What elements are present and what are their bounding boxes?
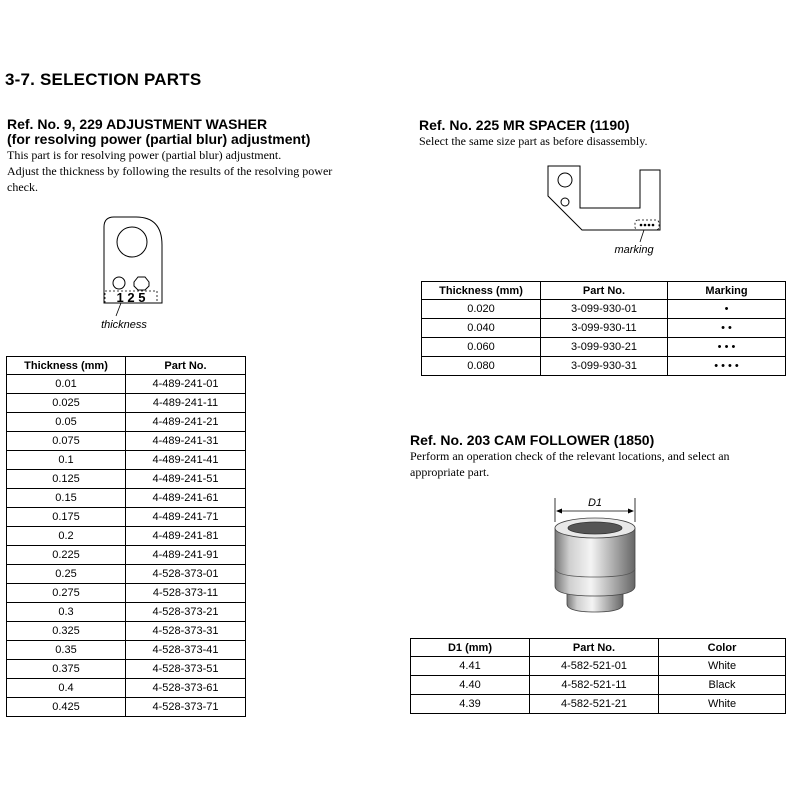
table-cell: 0.075 [7, 432, 126, 451]
table-cell: 3-099-930-11 [541, 319, 668, 338]
table-cell: 0.35 [7, 641, 126, 660]
table-cell: 0.275 [7, 584, 126, 603]
table-cell: 4-528-373-51 [126, 660, 246, 679]
table-row [7, 565, 246, 584]
table-cell: 4-528-373-61 [126, 679, 246, 698]
cam-follower-diagram [540, 490, 650, 620]
table-row [7, 470, 246, 489]
table-cell: 0.175 [7, 508, 126, 527]
spacer-table [421, 281, 786, 376]
table-cell: 4-489-241-71 [126, 508, 246, 527]
table-row [422, 338, 786, 357]
table-cell: 0.425 [7, 698, 126, 717]
table-cell: 3-099-930-31 [541, 357, 668, 376]
spacer-header-part-no: Part No. [541, 282, 668, 300]
table-row [422, 357, 786, 376]
table-cell: 4-528-373-41 [126, 641, 246, 660]
table-cell: 4-528-373-31 [126, 622, 246, 641]
table-cell: 4-489-241-01 [126, 375, 246, 394]
table-cell: 4-489-241-81 [126, 527, 246, 546]
table-row [7, 527, 246, 546]
washer-section [7, 117, 397, 195]
spacer-diagram [540, 160, 670, 260]
table-cell: 0.01 [7, 375, 126, 394]
table-cell: 4-489-241-21 [126, 413, 246, 432]
cam-table [410, 638, 786, 714]
table-cell: 4.39 [411, 695, 530, 714]
table-cell: 4.40 [411, 676, 530, 695]
table-row [411, 676, 786, 695]
table-cell: 0.040 [422, 319, 541, 338]
table-row [422, 300, 786, 319]
table-cell: White [659, 695, 786, 714]
table-row [7, 432, 246, 451]
table-row [7, 622, 246, 641]
cam-header-d1: D1 (mm) [411, 639, 530, 657]
spacer-section [419, 118, 799, 149]
spacer-header-thickness: Thickness (mm) [422, 282, 541, 300]
washer-diagram-label: thickness [101, 319, 147, 331]
washer-subheading: (for resolving power (partial blur) adjustment) [7, 131, 311, 147]
table-cell: 4-528-373-11 [126, 584, 246, 603]
cam-header-part-no: Part No. [530, 639, 659, 657]
table-cell: 4.41 [411, 657, 530, 676]
table-cell: • • [668, 319, 786, 338]
washer-description-2: Adjust the thickness by following the results of the resolving power [7, 164, 333, 178]
table-cell: White [659, 657, 786, 676]
table-cell: 0.15 [7, 489, 126, 508]
table-row [7, 584, 246, 603]
table-cell: 0.2 [7, 527, 126, 546]
table-cell: 0.080 [422, 357, 541, 376]
table-row [422, 319, 786, 338]
table-cell: 0.25 [7, 565, 126, 584]
table-cell: • • • • [668, 357, 786, 376]
table-row [7, 413, 246, 432]
table-row [7, 641, 246, 660]
table-row [7, 546, 246, 565]
washer-header-part-no: Part No. [126, 357, 246, 375]
table-cell: 0.020 [422, 300, 541, 319]
table-cell: 0.225 [7, 546, 126, 565]
table-cell: 4-489-241-31 [126, 432, 246, 451]
washer-description-3: check. [7, 180, 38, 194]
spacer-description: Select the same size part as before disassembly. [419, 134, 648, 148]
table-cell: 4-528-373-01 [126, 565, 246, 584]
table-cell: 4-582-521-21 [530, 695, 659, 714]
table-cell: 0.060 [422, 338, 541, 357]
washer-description-1: This part is for resolving power (partial blur) adjustment. [7, 148, 282, 162]
washer-header-thickness: Thickness (mm) [7, 357, 126, 375]
table-cell: 3-099-930-21 [541, 338, 668, 357]
table-cell: 4-582-521-01 [530, 657, 659, 676]
table-cell: 0.4 [7, 679, 126, 698]
table-cell: 4-489-241-41 [126, 451, 246, 470]
washer-diagram-digits: 1 2 5 [116, 290, 146, 305]
table-row [7, 698, 246, 717]
table-row [7, 660, 246, 679]
table-cell: Black [659, 676, 786, 695]
table-cell: 0.05 [7, 413, 126, 432]
table-cell: 4-489-241-91 [126, 546, 246, 565]
cam-section [410, 433, 795, 480]
washer-table [6, 356, 246, 717]
table-cell: 4-489-241-11 [126, 394, 246, 413]
cam-diagram-label: D1 [587, 497, 603, 509]
table-row [7, 489, 246, 508]
table-row [7, 375, 246, 394]
spacer-diagram-label: marking [614, 244, 654, 256]
table-cell: 0.325 [7, 622, 126, 641]
table-cell: • • • [668, 338, 786, 357]
table-cell: • [668, 300, 786, 319]
table-cell: 4-489-241-61 [126, 489, 246, 508]
table-row [411, 657, 786, 676]
table-cell: 0.025 [7, 394, 126, 413]
table-cell: 4-489-241-51 [126, 470, 246, 489]
spacer-heading: Ref. No. 225 MR SPACER (1190) [419, 117, 630, 133]
table-cell: 4-528-373-71 [126, 698, 246, 717]
cam-heading: Ref. No. 203 CAM FOLLOWER (1850) [410, 432, 655, 448]
table-cell: 0.3 [7, 603, 126, 622]
table-cell: 4-528-373-21 [126, 603, 246, 622]
cam-description-1: Perform an operation check of the relevant locations, and select an [410, 449, 730, 463]
table-row [7, 394, 246, 413]
table-row [7, 508, 246, 527]
table-row [7, 679, 246, 698]
table-cell: 0.125 [7, 470, 126, 489]
table-cell: 0.375 [7, 660, 126, 679]
table-cell: 3-099-930-01 [541, 300, 668, 319]
spacer-header-marking: Marking [668, 282, 786, 300]
washer-diagram [90, 205, 180, 335]
washer-heading: Ref. No. 9, 229 ADJUSTMENT WASHER [7, 116, 268, 132]
table-row [7, 451, 246, 470]
cam-header-color: Color [659, 639, 786, 657]
table-row [7, 603, 246, 622]
table-cell: 4-582-521-11 [530, 676, 659, 695]
table-row [411, 695, 786, 714]
cam-description-2: appropriate part. [410, 465, 490, 479]
table-cell: 0.1 [7, 451, 126, 470]
section-title: 3-7. SELECTION PARTS [5, 70, 202, 89]
